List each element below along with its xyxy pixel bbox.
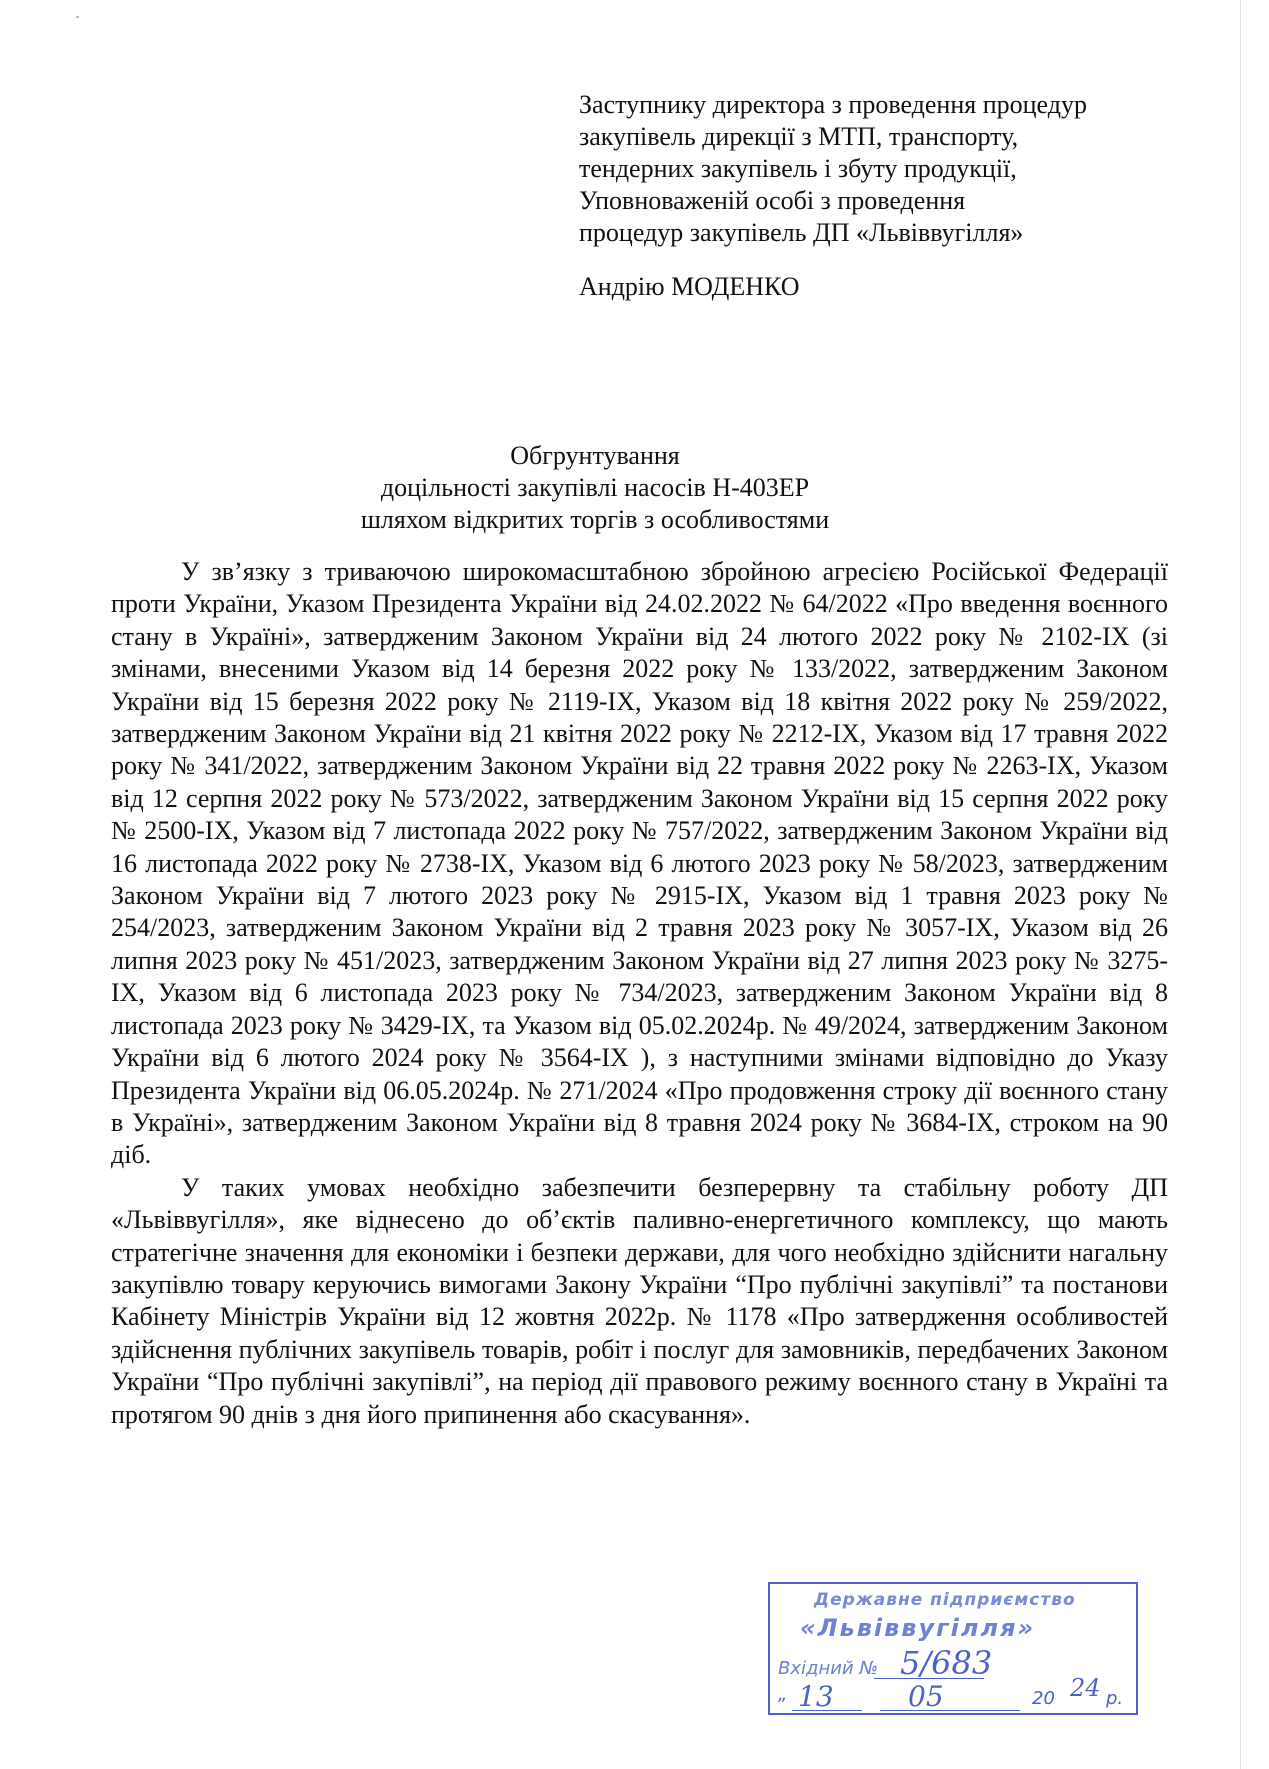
addressee-line: тендерних закупівель і збуту продукції,	[579, 154, 1017, 183]
title-line: Обгрунтування	[510, 441, 680, 470]
stamp-day: 13	[798, 1680, 834, 1713]
addressee-line: Уповноваженій особі з проведення	[579, 186, 966, 215]
stamp-year-prefix: 20	[1032, 1688, 1055, 1709]
title-line: шляхом відкритих торгів з особливостями	[360, 505, 830, 534]
body-paragraph: У зв’язку з триваючою широкомасштабною збройною агресією Російської Федерації проти України, Указом Президента України від 24.02.2022 № 64/2022 «Про введення воєнного стану в Україні», затвердженим Законом України від 24 лютого 2022 року № 2102-IX (зі змінами, внесеними Указом від 14 березня 2022 року № 133/2022, затвердженим Законом України від 15 березня 2022 року № 2119-IX, Указом від 18 квітня 2022 року № 259/2022, затвердженим Законом України від 21 квітня 2022 року № 2212-IX, Указом від 17 травня 2022 року № 341/2022, затвердженим Законом України від 22 травня 2022 року № 2263-IX, Указом від 12 серпня 2022 року № 573/2022, затвердженим Законом України від 15 серпня 2022 року № 2500-IX, Указом від 7 листопада 2022 року № 757/2022, затвердженим Законом України від 16 листопада 2022 року № 2738-IX, Указом від 6 лютого 2023 року № 58/2023, затвердженим Законом України від 7 лютого 2023 року № 2915-IX, Указом від 1 травня 2023 року № 254/2023, затвердженим Законом України від 2 травня 2023 року № 3057-IX, Указом від 26 липня 2023 року № 451/2023, затвердженим Законом України від 27 липня 2023 року № 3275-IX, Указом від 6 листопада 2023 року № 734/2023, затвердженим Законом України від 8 листопада 2023 року № 3429-IX, та Указом від 05.02.2024р. № 49/2024, затвердженим Законом України від 6 лютого 2024 року № 3564-IX ), з наступними змінами відповідно до Указу Президента України від 06.05.2024р. № 271/2024 «Про продовження строку дії воєнного стану в Україні», затвердженим Законом України від 8 травня 2024 року № 3684-IX, строком на 90 діб.	[111, 557, 1168, 1170]
incoming-registration-stamp	[768, 1582, 1138, 1715]
title-line: доцільності закупівлі насосів Н-403ЕР	[380, 473, 810, 502]
addressee-block	[579, 89, 1219, 303]
document-body	[111, 556, 1168, 1431]
addressee-name: Андрію МОДЕНКО	[579, 272, 800, 301]
addressee-line: закупівель дирекції з МТП, транспорту,	[579, 122, 1019, 151]
stamp-month-underline	[880, 1710, 1020, 1711]
stamp-year-handwritten: 24	[1070, 1674, 1101, 1702]
stamp-day-underline	[792, 1710, 862, 1711]
scan-speck	[76, 16, 79, 18]
stamp-date-quote: „	[778, 1684, 788, 1705]
body-paragraph: У таких умовах необхідно забезпечити безперервну та стабільну роботу ДП «Львіввугілля», яке віднесено до об’єктів паливно-енергетичного комплексу, що мають стратегічне значення для економіки і безпеки держави, для чого необхідно здійснити нагальну закупівлю товару керуючись вимогами Закону України “Про публічні закупівлі” та постанови Кабінету Міністрів України від 12 жовтня 2022р. № 1178 «Про затвердження особливостей здійснення публічних закупівель товарів, робіт і послуг для замовників, передбачених Законом України “Про публічні закупівлі”, на період дії правового режиму воєнного стану в Україні та протягом 90 днів з дня його припинення або скасування».	[111, 1172, 1168, 1429]
document-title	[0, 440, 1190, 536]
stamp-org: Державне підприємство	[814, 1590, 1076, 1610]
addressee-line: процедур закупівель ДП «Львіввугілля»	[579, 218, 1024, 247]
scan-edge-line	[1240, 0, 1241, 1769]
stamp-name: «Львіввугілля»	[800, 1614, 1036, 1642]
addressee-line: Заступнику директора з проведення процедур	[579, 90, 1087, 119]
stamp-incoming-number: 5/683	[900, 1644, 993, 1682]
stamp-incoming-label: Вхідний №	[778, 1658, 879, 1679]
stamp-year-suffix: р.	[1106, 1688, 1124, 1709]
stamp-month: 05	[908, 1680, 944, 1713]
